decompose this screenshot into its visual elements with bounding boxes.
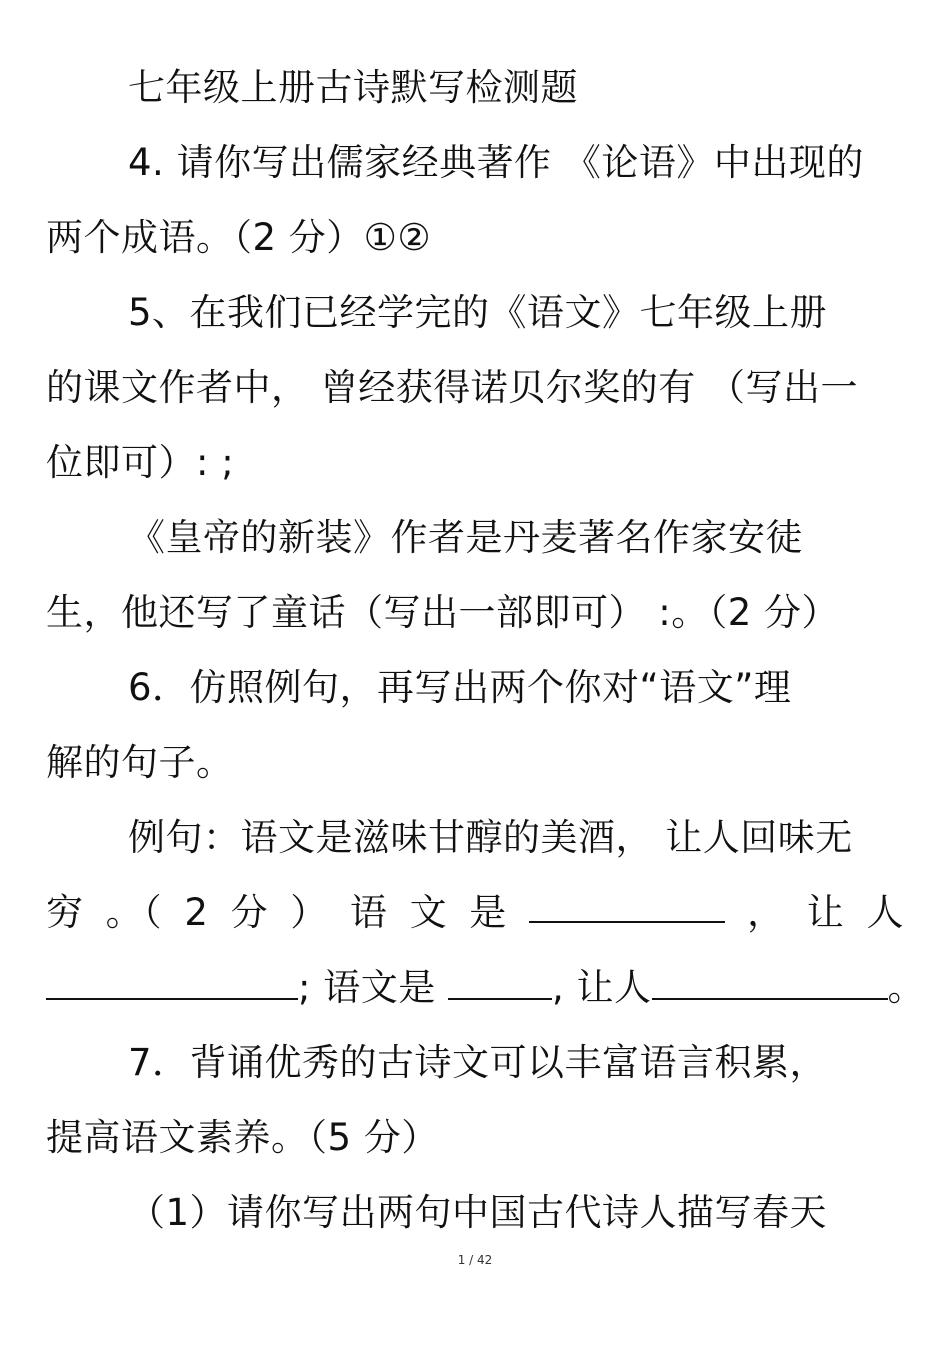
- question-7-line-2: 提高语文素养。（5 分）: [46, 1116, 439, 1159]
- answer-text: 。: [887, 966, 926, 1009]
- question-6-line-1: 6．仿照例句，再写出两个你对“语文”理: [128, 666, 792, 709]
- question-6-answer-line: [46, 966, 925, 1010]
- question-5b-line-1: 《皇帝的新装》作者是丹麦著名作家安徒: [128, 516, 803, 559]
- justified-char: 2: [184, 891, 209, 934]
- question-6-line-2: 解的句子。: [46, 741, 234, 784]
- answer-blank-3[interactable]: [448, 968, 552, 1000]
- question-7-line-1: 7．背诵优秀的古诗文可以丰富语言积累，: [128, 1041, 828, 1084]
- question-7-sub-1: （1）请你写出两句中国古代诗人描写春天: [128, 1191, 828, 1234]
- answer-text: ; 语文是: [298, 966, 436, 1009]
- answer-blank-1[interactable]: [529, 891, 725, 923]
- page-indicator: 1 / 42: [457, 1253, 493, 1267]
- justified-char: 分: [230, 891, 269, 934]
- justified-char: 是: [469, 891, 507, 934]
- question-4-line-2: 两个成语。（2 分）①②: [46, 216, 432, 259]
- question-6-example-line-2: [46, 891, 904, 935]
- justified-char: 人: [866, 891, 904, 934]
- justified-char: 文: [409, 891, 448, 934]
- question-6-example: 例句：语文是滋味甘醇的美酒， 让人回味无: [128, 816, 853, 859]
- justified-char: ）: [290, 891, 328, 934]
- answer-blank-4[interactable]: [652, 968, 888, 1000]
- justified-char: 。（: [105, 891, 163, 934]
- question-4-line-1: 4. 请你写出儒家经典著作 《论语》中出现的: [128, 141, 864, 184]
- question-5-line-3: 位即可）: ;: [46, 441, 235, 484]
- question-5-line-1: 5、在我们已经学完的《语文》七年级上册: [128, 291, 828, 334]
- document-title: 七年级上册古诗默写检测题: [128, 66, 578, 109]
- answer-text: , 让人: [552, 966, 652, 1009]
- justified-char: ，: [747, 891, 785, 934]
- answer-blank-2[interactable]: [46, 968, 298, 1000]
- justified-char: 穷: [46, 891, 84, 934]
- question-5-line-2: 的课文作者中， 曾经获得诺贝尔奖的有 （写出一: [46, 366, 859, 409]
- justified-char: 语: [349, 891, 388, 934]
- question-5b-line-2: 生，他还写了童话（写出一部即可） :。（2 分）: [46, 591, 840, 634]
- justified-char: 让: [806, 891, 845, 934]
